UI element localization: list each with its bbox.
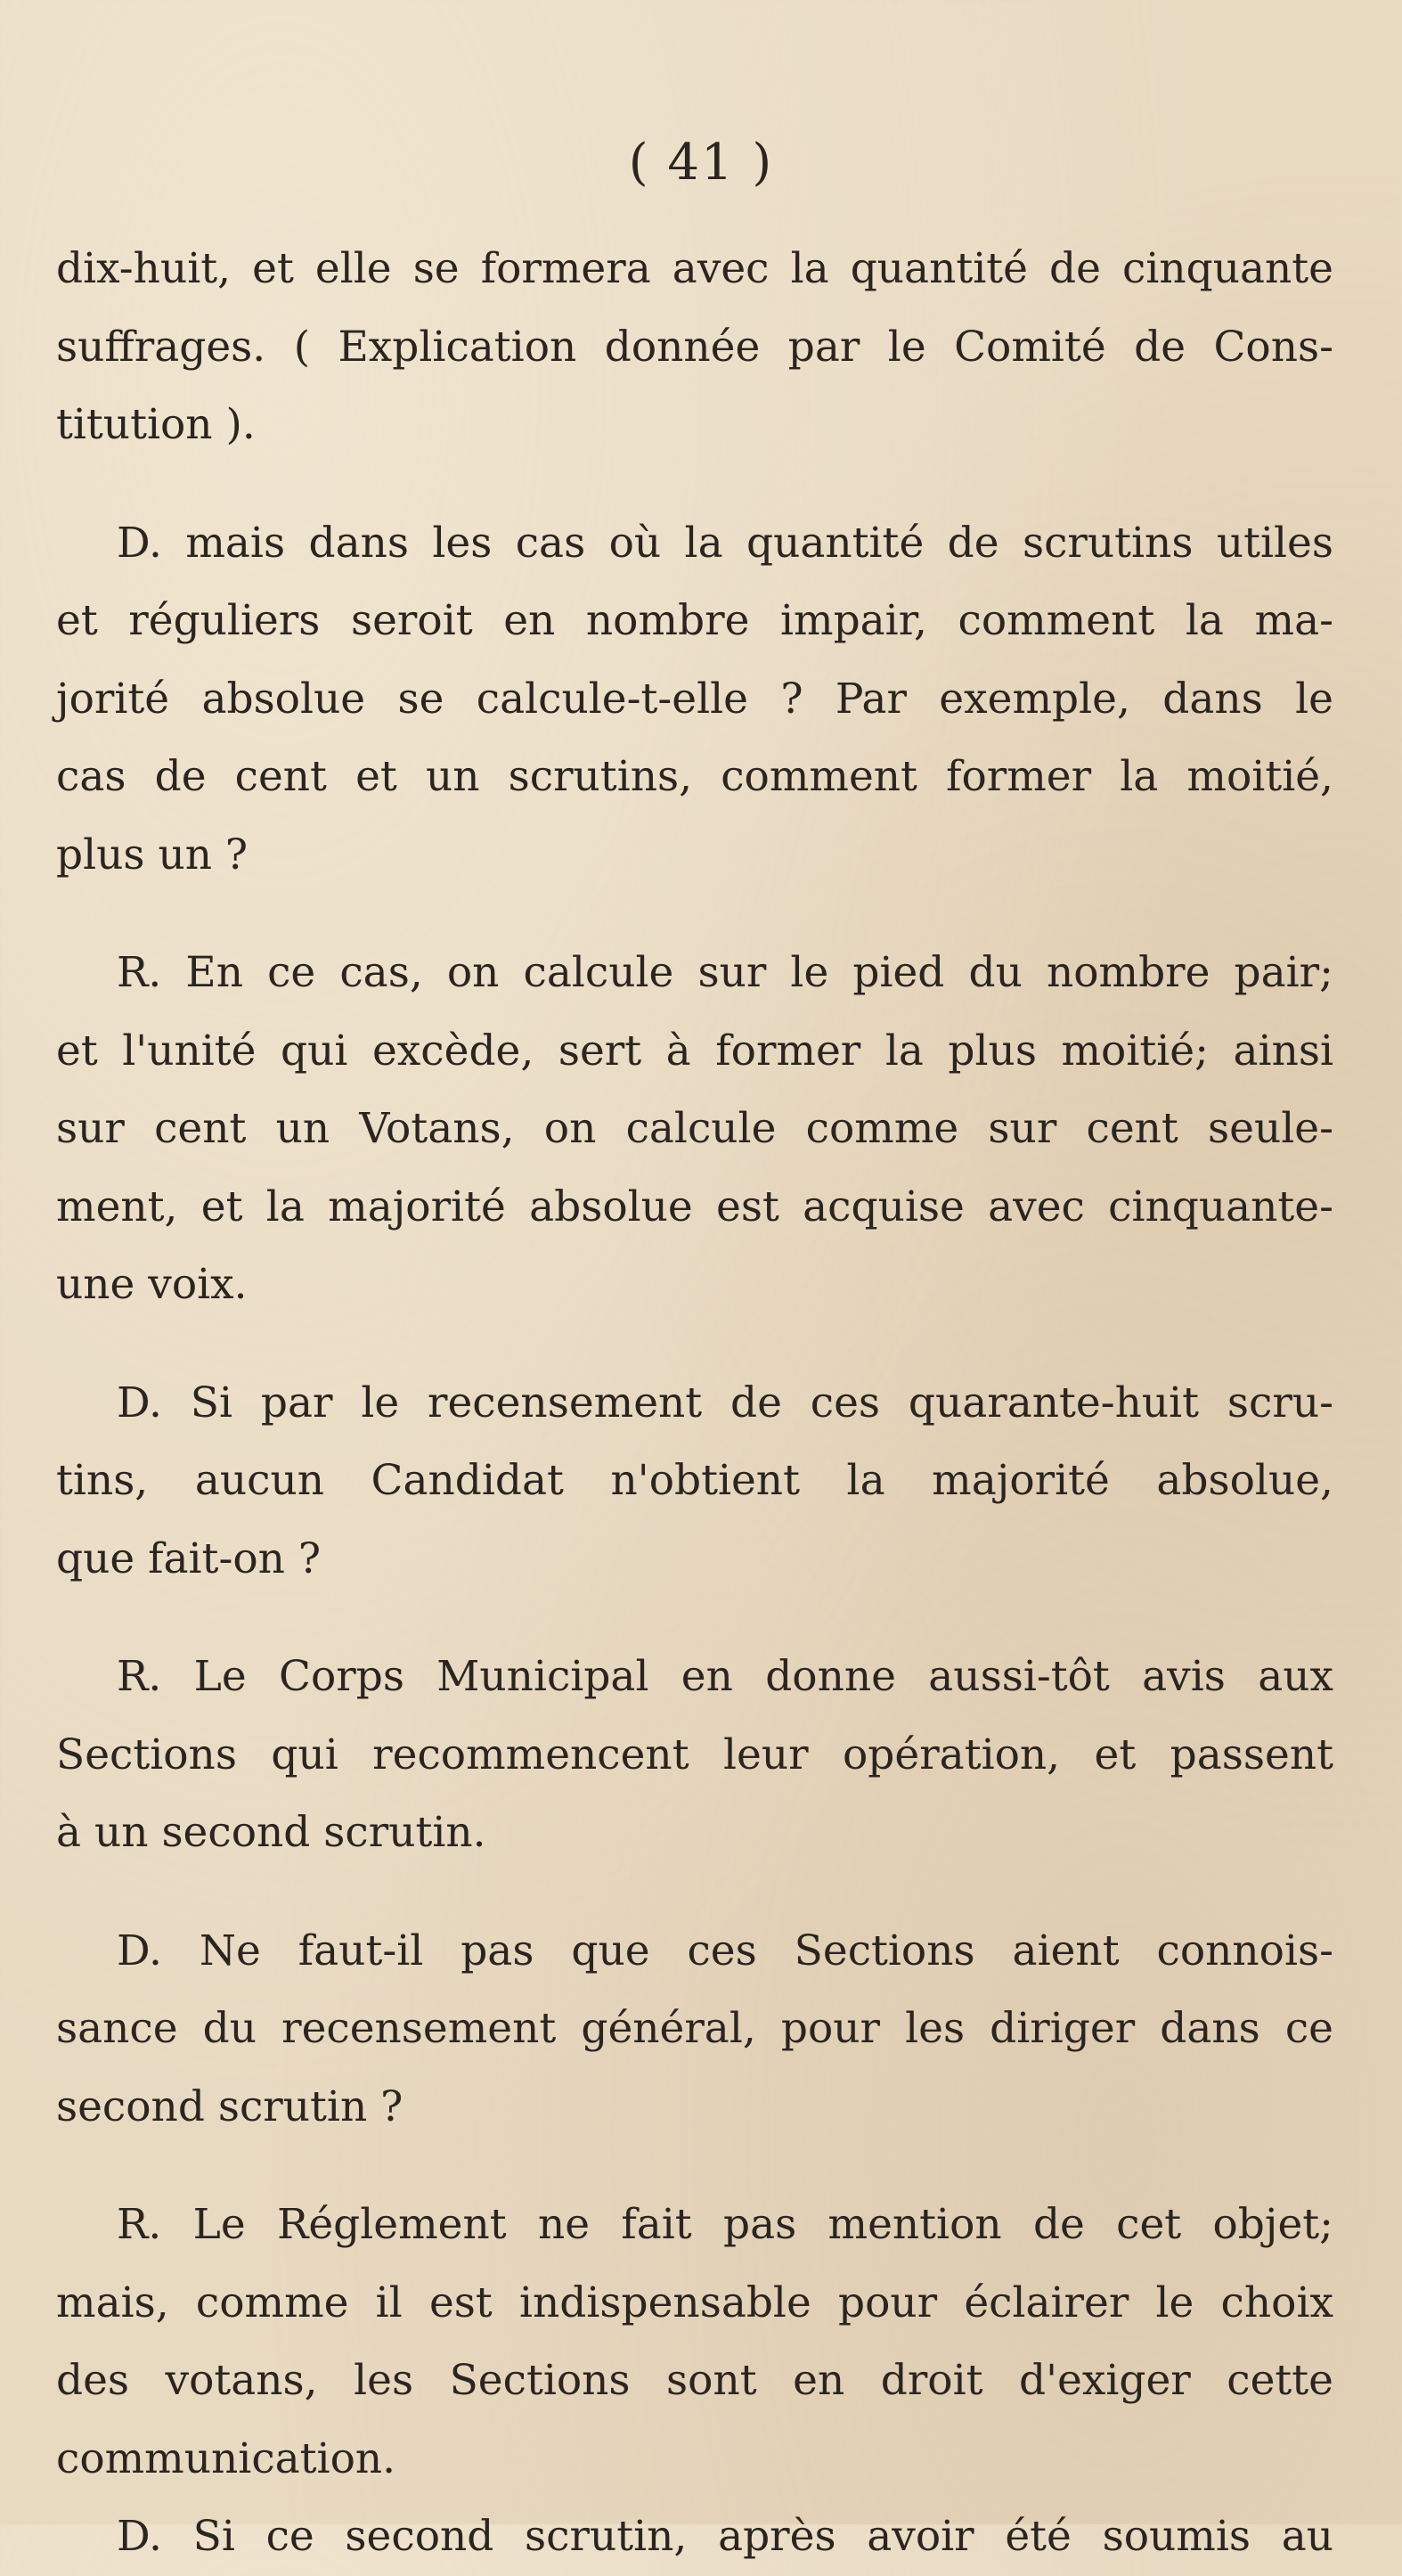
paragraph-question (56, 1912, 1333, 2147)
text-line: mais, comme il est indispensable pour éclairer le choix (56, 2278, 1333, 2327)
text-line: D. Ne faut-il pas que ces Sections aient connois- (117, 1926, 1333, 1975)
text-line: titution ). (56, 400, 256, 449)
text-line: sur cent un Votans, on calcule comme sur cent seule- (56, 1104, 1333, 1153)
paragraph-answer (56, 934, 1333, 1324)
text-line: R. Le Corps Municipal en donne aussi-tôt avis aux (117, 1652, 1333, 1701)
text-line: R. Le Réglement ne fait pas mention de cet objet; (117, 2200, 1333, 2249)
paragraph-continuation (56, 230, 1333, 464)
text-line: tins, aucun Candidat n'obtient la majorité absolue, (56, 1456, 1333, 1505)
text-line: D. mais dans les cas où la quantité de scrutins utiles (117, 518, 1333, 568)
paragraph-answer (56, 2186, 1333, 2498)
page-number: ( 41 ) (628, 134, 774, 192)
text-line: second scrutin ? (56, 2081, 403, 2131)
text-line: dix-huit, et elle se formera avec la quantité de cinquante (56, 244, 1333, 293)
text-line: et l'unité qui excède, sert à former la plus moitié; ainsi (56, 1026, 1333, 1075)
text-line: D. Si ce second scrutin, après avoir été soumis au (117, 2512, 1333, 2561)
page-body-text (56, 230, 1333, 2576)
text-line: cas de cent et un scrutins, comment former la moitié, (56, 752, 1333, 801)
text-line: à un second scrutin. (56, 1808, 486, 1857)
text-line: sance du recensement général, pour les diriger dans ce (56, 2004, 1333, 2053)
text-line: ment, et la majorité absolue est acquise avec cinquante- (56, 1182, 1333, 1231)
text-line: des votans, les Sections sont en droit d'exiger cette (56, 2356, 1333, 2405)
text-line: jorité absolue se calcule-t-elle ? Par exemple, dans le (56, 674, 1333, 724)
text-line: Sections qui recommencent leur opération, et passent (56, 1730, 1333, 1779)
paragraph-question (56, 2498, 1333, 2576)
text-line: communication. (56, 2433, 396, 2483)
paragraph-question (56, 1364, 1333, 1599)
text-line: une voix. (56, 1260, 248, 1309)
text-line: D. Si par le recensement de ces quarante-huit scru- (117, 1378, 1333, 1427)
paragraph-question (56, 504, 1333, 895)
text-line: R. En ce cas, on calcule sur le pied du nombre pair; (117, 948, 1333, 997)
text-line: plus un ? (56, 830, 249, 879)
paragraph-answer (56, 1638, 1333, 1872)
text-line: suffrages. ( Explication donnée par le Comité de Cons- (56, 322, 1333, 372)
text-line: et réguliers seroit en nombre impair, comment la ma- (56, 596, 1333, 645)
text-line: que fait-on ? (56, 1533, 322, 1583)
